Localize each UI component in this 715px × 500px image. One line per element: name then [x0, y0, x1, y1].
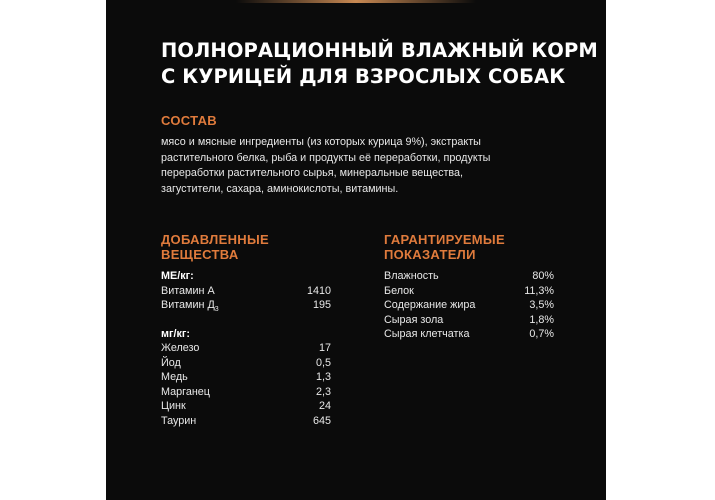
additives-heading: ДОБАВЛЕННЫЕ ВЕЩЕСТВА — [161, 232, 269, 262]
guaranteed-name: Влажность — [384, 270, 439, 282]
mineral-name: Марганец — [161, 385, 210, 398]
product-title — [161, 38, 598, 90]
guaranteed-name: Сырая клетчатка — [384, 328, 470, 340]
composition-line: растительного белка, рыба и продукты её переработки, продукты — [161, 151, 491, 164]
vitamin-name: Витамин $Д_3$ — [161, 299, 219, 313]
mg-per-kg-label: мг/кг: — [161, 327, 190, 340]
vitamin-value: 1410 — [306, 284, 331, 297]
guaranteed-name: Сырая зола — [384, 313, 444, 326]
vitamin-subscript: 3 — [214, 306, 219, 313]
mineral-value: 0,5 — [315, 356, 331, 369]
mineral-name: Йод — [161, 356, 181, 369]
vitamin-row — [161, 284, 331, 299]
guaranteed-name: Содержание жира — [384, 299, 476, 311]
composition-text — [161, 135, 541, 197]
mineral-name: Железо — [161, 342, 200, 354]
composition-line: загустители, сахара, аминокислоты, витамины. — [161, 182, 399, 195]
mineral-value: 17 — [318, 342, 331, 354]
mineral-row — [161, 341, 331, 356]
product-info-panel — [106, 0, 606, 500]
vitamin-value: 195 — [312, 299, 331, 311]
minerals-list — [161, 341, 331, 428]
guaranteed-row — [384, 313, 554, 328]
product-title-line-2: С КУРИЦЕЙ ДЛЯ ВЗРОСЛЫХ СОБАК — [161, 65, 566, 88]
top-accent-glow — [236, 0, 476, 3]
guaranteed-section — [384, 232, 554, 342]
guaranteed-value: 3,5% — [529, 299, 554, 311]
mineral-name: Цинк — [161, 400, 186, 412]
guaranteed-row — [384, 284, 554, 299]
mineral-row — [161, 414, 331, 429]
mineral-row — [161, 399, 331, 414]
mineral-value: 645 — [312, 414, 331, 427]
guaranteed-row — [384, 269, 554, 284]
vitamin-name: Витамин А — [161, 284, 215, 297]
mineral-name: Медь — [161, 371, 188, 383]
vitamin-row — [161, 298, 331, 318]
me-per-kg-label: МЕ/кг: — [161, 270, 194, 282]
guaranteed-value: 80% — [532, 270, 554, 282]
guaranteed-row — [384, 327, 554, 342]
composition-line: мясо и мясные ингредиенты (из которых курица 9%), экстракты — [161, 136, 481, 148]
guaranteed-value: 1,8% — [529, 313, 554, 326]
mineral-value: 24 — [318, 400, 331, 412]
guaranteed-heading: ГАРАНТИРУЕМЫЕ ПОКАЗАТЕЛИ — [384, 232, 505, 262]
additives-section — [161, 232, 331, 428]
guaranteed-name: Белок — [384, 284, 414, 297]
composition-heading: СОСТАВ — [161, 113, 217, 128]
product-title-line-1: ПОЛНОРАЦИОННЫЙ ВЛАЖНЫЙ КОРМ — [161, 39, 598, 62]
guaranteed-value: 0,7% — [529, 328, 554, 340]
composition-line: переработки растительного сырья, минеральные вещества, — [161, 167, 464, 179]
mineral-name: Таурин — [161, 414, 197, 427]
mineral-row — [161, 356, 331, 371]
vitamins-list — [161, 284, 331, 318]
mineral-row — [161, 370, 331, 385]
mineral-value: 2,3 — [315, 385, 331, 398]
mineral-row — [161, 385, 331, 400]
guaranteed-value: 11,3% — [524, 284, 554, 297]
mineral-value: 1,3 — [315, 371, 331, 383]
guaranteed-list — [384, 269, 554, 342]
guaranteed-row — [384, 298, 554, 313]
